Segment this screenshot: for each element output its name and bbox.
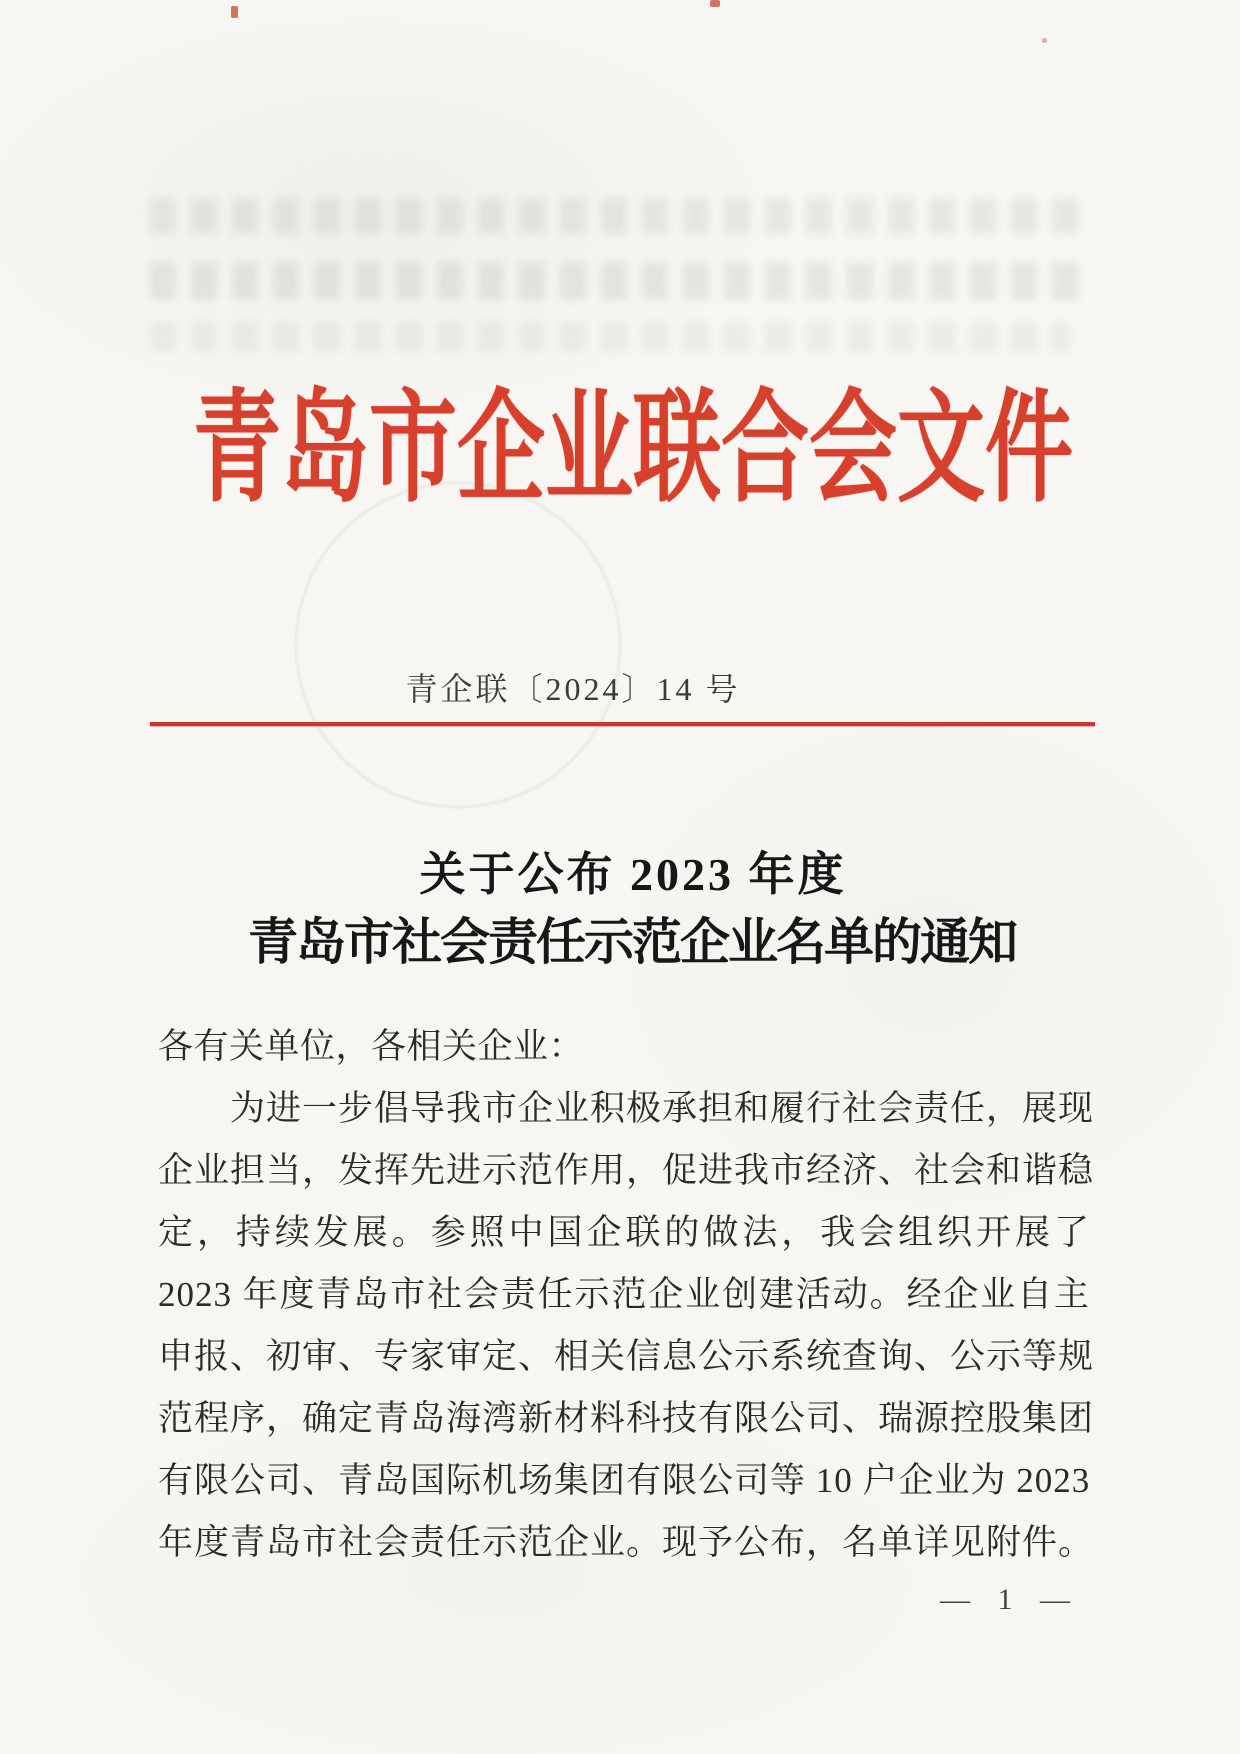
letterhead [26, 372, 1240, 518]
notice-title-line1: 关于公布 2023 年度 [419, 849, 847, 900]
scan-artifact-speck [231, 6, 238, 18]
page-number: — 1 — [940, 1583, 1072, 1616]
bleed-through-text-row [150, 198, 1090, 234]
body-line: 申报、初审、专家审定、相关信息公示系统查询、公示等规 [158, 1337, 1095, 1376]
notice-title-line2: 青岛市社会责任示范企业名单的通知 [248, 914, 1016, 970]
body-line: 企业担当，发挥先进示范作用，促进我市经济、社会和谐稳 [158, 1151, 1095, 1190]
scan-artifact-speck [710, 0, 720, 7]
body-line: 有限公司、青岛国际机场集团有限公司等 10 户企业为 2023 [158, 1461, 1091, 1500]
seal-bleed-through-circle [295, 482, 621, 808]
bleed-through-text-row [150, 262, 1090, 300]
body-line: 为进一步倡导我市企业积极承担和履行社会责任，展现 [230, 1089, 1095, 1128]
body-line: 年度青岛市社会责任示范企业。现予公布，名单详见附件。 [158, 1523, 1095, 1562]
bleed-through-text-row [150, 322, 1070, 352]
body-line: 2023 年度青岛市社会责任示范企业创建活动。经企业自主 [158, 1275, 1090, 1314]
scan-artifact-speck [1042, 38, 1047, 43]
salutation-line: 各有关单位，各相关企业： [158, 1027, 585, 1066]
body-line: 范程序，确定青岛海湾新材料科技有限公司、瑞源控股集团 [158, 1399, 1095, 1438]
org-title: 青岛市企业联合会文件 [192, 383, 1073, 518]
body-line: 定，持续发展。参照中国企联的做法，我会组织开展了 [158, 1213, 1090, 1252]
body-text [158, 1016, 1095, 1574]
doc-number: 青企联〔2024〕14 号 [405, 671, 741, 707]
red-divider-line [150, 722, 1095, 726]
